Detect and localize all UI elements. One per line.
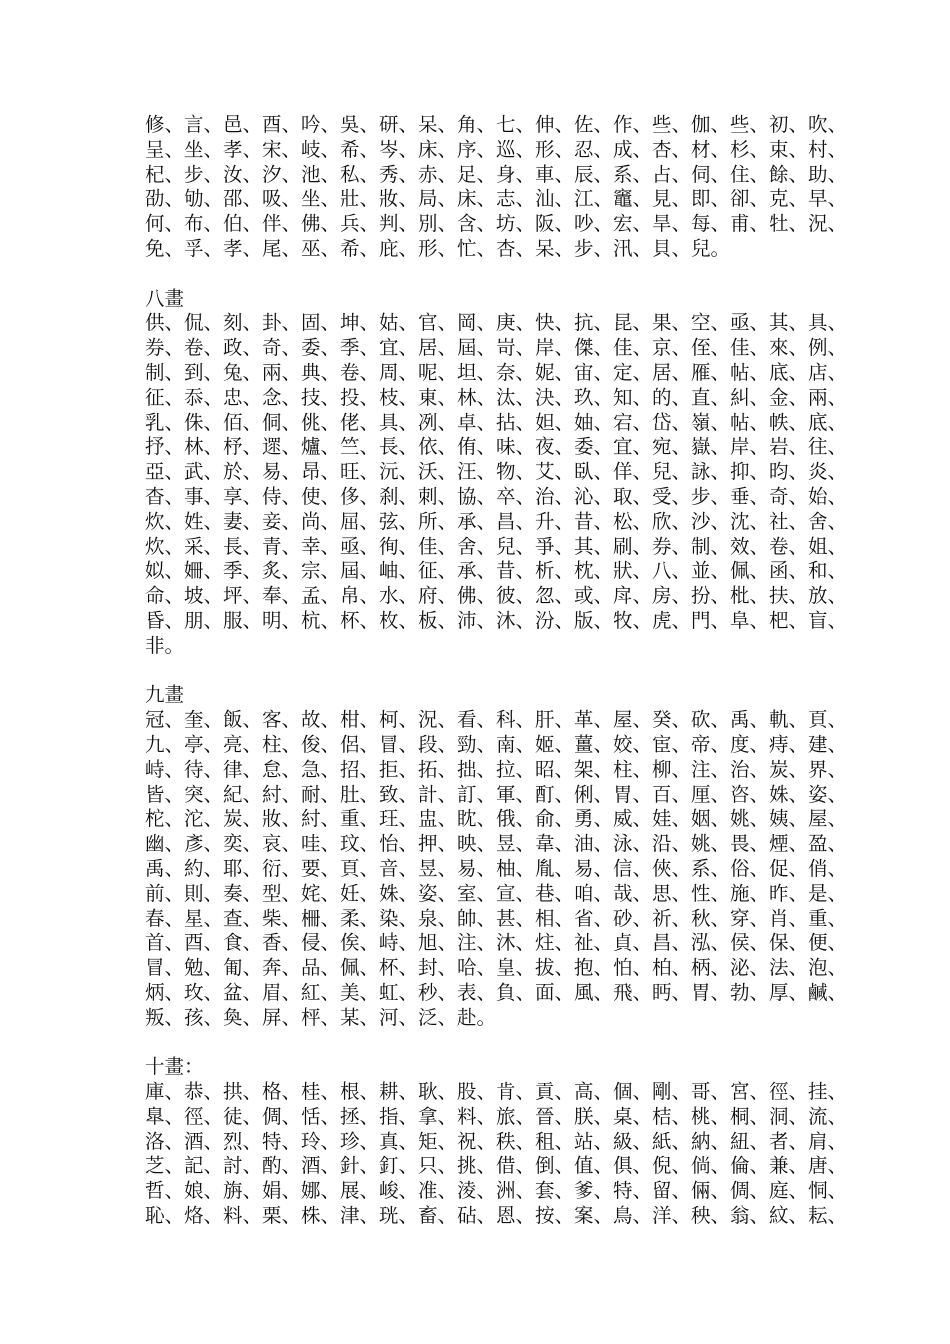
character-line: 命、坡、坪、奉、孟、帛、水、府、佛、彼、忽、或、戽、房、扮、枇、扶、放、 — [145, 584, 848, 608]
character-line: 抒、林、杼、遝、爐、竺、長、依、侑、味、夜、委、宜、宛、嶽、岸、岩、往、 — [145, 435, 848, 459]
character-line: 杞、步、汝、汐、池、私、秀、赤、足、身、車、辰、系、占、伺、住、餘、助、 — [145, 162, 848, 186]
character-line: 春、星、查、柴、柵、柔、染、泉、帥、甚、相、省、砂、祈、秋、穿、肖、重、 — [145, 906, 848, 930]
character-line: 禹、約、耶、衍、要、頁、音、昱、易、柚、胤、易、信、俠、系、俗、促、俏、 — [145, 856, 848, 880]
character-line: 臯、徑、徒、倜、恬、拯、指、拿、料、旅、晉、朕、桌、桔、桃、桐、洞、流、 — [145, 1104, 848, 1128]
character-line: 何、布、伯、伴、佛、兵、判、別、含、坊、阪、吵、宏、旱、每、甫、牡、況、 — [145, 212, 848, 236]
character-line: 券、卷、政、奇、委、季、宜、居、屆、岢、岸、傑、佳、京、侄、佳、來、例、 — [145, 336, 848, 360]
character-line: 冠、奎、飯、客、故、柑、柯、況、看、科、肝、革、屋、癸、砍、禹、軌、頁、 — [145, 708, 848, 732]
character-line: 制、到、兔、兩、典、卷、周、呢、坦、奈、妮、宙、定、居、雁、帖、底、店、 — [145, 360, 848, 384]
character-line: 幽、彥、奕、哀、哇、玟、怡、押、映、昱、韋、油、泳、沿、姚、畏、煙、盈、 — [145, 832, 848, 856]
section-gap — [145, 262, 825, 287]
character-line: 非。 — [145, 633, 185, 657]
character-line: 炳、玫、盆、眉、紅、美、虹、秒、表、負、面、風、飛、眄、胃、勃、厚、鹹、 — [145, 980, 848, 1004]
character-line: 劭、劬、邵、吸、坐、壯、妝、局、床、志、汕、江、竈、見、即、卻、克、早、 — [145, 187, 848, 211]
document-page — [145, 113, 848, 1229]
character-line: 峙、待、律、怠、急、招、拒、拓、拙、拉、昭、架、柱、柳、注、治、炭、界、 — [145, 757, 848, 781]
character-line: 亞、武、於、易、昂、旺、沅、沃、汪、物、艾、臥、佯、兒、詠、抑、昀、炎、 — [145, 460, 848, 484]
character-line: 呈、坐、孝、宋、岐、希、岑、床、序、巡、形、忍、成、杏、材、杉、束、村、 — [145, 137, 848, 161]
character-line: 炊、姓、妻、妾、尚、屈、弦、所、承、昌、升、昔、松、欣、沙、沈、社、舍、 — [145, 509, 848, 533]
character-line: 修、言、邑、酉、吟、吳、研、呆、角、七、伸、佐、作、些、伽、些、初、吹、 — [145, 113, 848, 136]
character-line: 芝、記、討、酌、酒、針、釘、只、挑、借、倒、值、俱、倪、倘、倫、兼、唐、 — [145, 1154, 848, 1178]
character-line: 洛、酒、烈、特、玲、珍、真、矩、祝、秩、租、站、級、紙、納、紐、者、肩、 — [145, 1129, 848, 1153]
character-line: 首、酉、食、香、侵、俟、峙、旭、注、沐、炷、祉、貞、昌、泓、侯、保、便、 — [145, 931, 848, 955]
character-line: 皆、突、紀、紂、耐、肚、致、計、訂、軍、酊、俐、胃、百、厘、咨、姝、姿、 — [145, 782, 848, 806]
section-heading: 十畫： — [145, 1055, 204, 1079]
character-line: 叛、孩、奐、屏、枰、某、河、泛、赴。 — [145, 1005, 497, 1029]
section-heading: 九畫 — [145, 683, 185, 707]
section-gap — [145, 659, 825, 684]
character-line: 征、忝、忠、念、技、投、枝、東、林、汰、決、玖、知、的、直、糾、金、兩、 — [145, 385, 848, 409]
character-line: 恥、烙、料、栗、株、津、珖、畜、砧、恩、按、案、鳥、洋、秧、翁、紋、耘、 — [145, 1204, 848, 1228]
character-line: 免、孚、孝、尾、巫、希、庇、形、忙、杏、呆、步、汛、貝、兒。 — [145, 236, 731, 260]
character-line: 庫、恭、拱、格、桂、根、耕、耿、股、肯、貢、高、個、剛、哥、宮、徑、挂、 — [145, 1080, 848, 1104]
section-heading: 八畫 — [145, 286, 185, 310]
character-line: 姒、姍、季、炙、宗、屆、岫、征、承、昔、析、枕、狀、八、並、佩、函、和、 — [145, 559, 848, 583]
character-line: 前、則、奏、型、姹、妊、姝、姿、室、宣、巷、咱、哉、思、性、施、昨、是、 — [145, 881, 848, 905]
character-line: 哲、娘、旃、娟、娜、展、峻、准、淩、洲、套、爹、特、留、倆、倜、庭、恫、 — [145, 1179, 848, 1203]
character-line: 炊、采、長、青、幸、亟、徇、佳、舍、兒、爭、其、刷、券、制、效、卷、姐、 — [145, 534, 848, 558]
character-line: 杳、事、享、侍、使、侈、刹、刺、協、卒、治、沁、取、受、步、垂、奇、始、 — [145, 484, 848, 508]
section-gap — [145, 1030, 825, 1055]
character-line: 柁、沱、炭、妝、紂、重、玨、盅、眈、俄、俞、勇、威、娃、姻、姚、姨、屋、 — [145, 807, 848, 831]
character-line: 乳、侏、佰、侗、佻、佬、具、冽、卓、拈、妲、妯、宕、岱、嶺、帖、帙、底、 — [145, 410, 848, 434]
character-line: 冒、勉、匍、奔、品、佩、杯、封、哈、皇、拔、抱、怕、柏、柄、泌、法、泡、 — [145, 956, 848, 980]
character-line: 供、侃、刻、卦、固、坤、姑、官、岡、庚、快、抗、昆、果、空、亟、其、具、 — [145, 311, 848, 335]
character-line: 昏、朋、服、明、杭、杯、枚、板、沛、沐、汾、版、牧、虎、門、阜、杷、盲、 — [145, 608, 848, 632]
character-line: 九、亭、亮、柱、俊、侶、冒、段、勁、南、姬、薑、姣、宦、帝、度、痔、建、 — [145, 732, 848, 756]
